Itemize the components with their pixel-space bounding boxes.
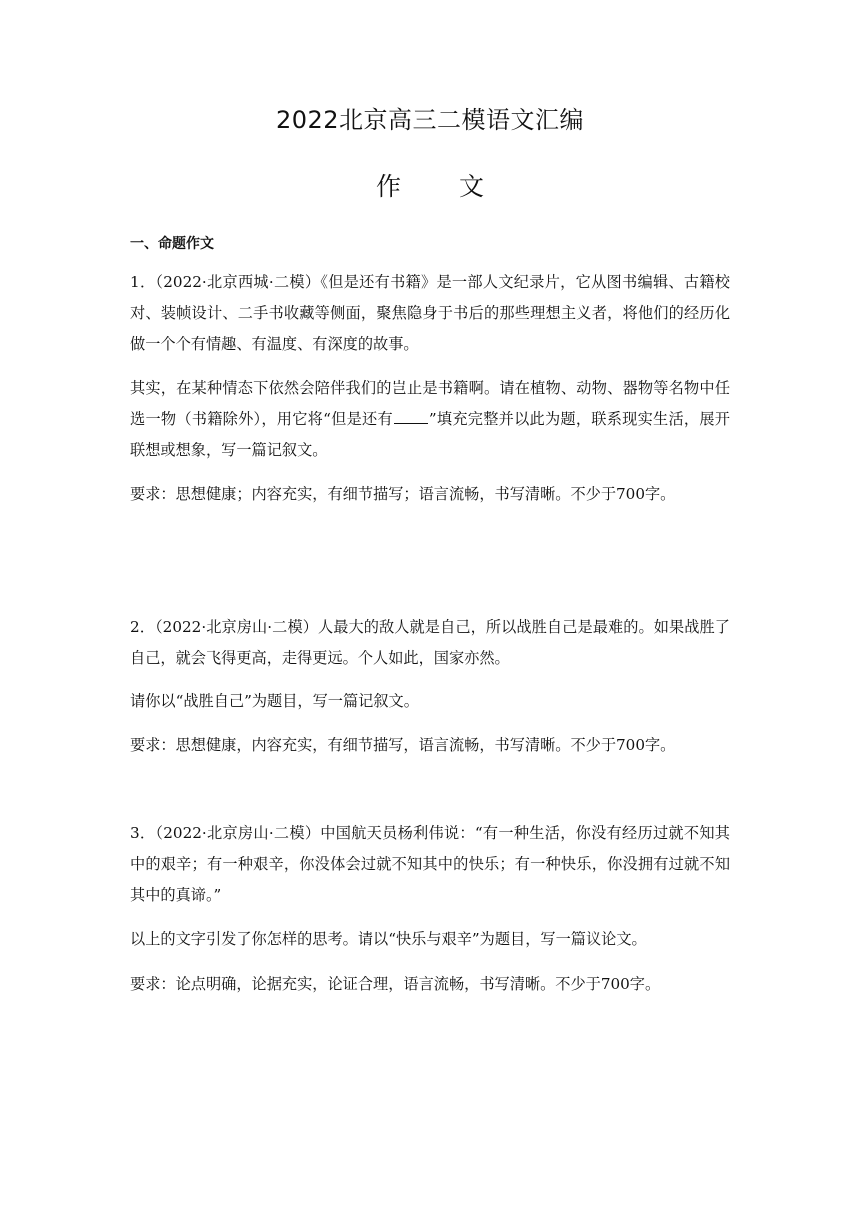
question-2-requirement: 要求：思想健康，内容充实，有细节描写，语言流畅，书写清晰。不少于700字。 <box>130 736 676 754</box>
question-3-requirement: 要求：论点明确，论据充实，论证合理，语言流畅，书写清晰。不少于700字。 <box>130 975 661 993</box>
document-title: 2022北京高三二模语文汇编 <box>275 106 585 134</box>
question-1-prompt-after-blank: ”填充完整并以此为题，联系现实生活，展开联想或想象，写一篇记叙文。 <box>130 410 730 459</box>
question-3-prompt: 以上的文字引发了你怎样的思考。请以“快乐与艰辛”为题目，写一篇议论文。 <box>130 930 647 948</box>
question-1-prompt <box>130 373 730 466</box>
question-1-intro: 1．（2022·北京西城·二模）《但是还有书籍》是一部人文纪录片，它从图书编辑、古籍校对、装帧设计、二手书收藏等侧面，聚焦隐身于书后的那些理想主义者，将他们的经历化做一个个有情趣、有温度、有深度的故事。 <box>130 273 730 353</box>
section-heading: 一、命题作文 <box>130 236 214 252</box>
question-2-prompt: 请你以“战胜自己”为题目，写一篇记叙文。 <box>130 692 419 710</box>
fill-in-blank <box>394 408 428 424</box>
question-2-intro: 2．（2022·北京房山·二模）人最大的敌人就是自己，所以战胜自己是最难的。如果战胜了自己，就会飞得更高，走得更远。个人如此，国家亦然。 <box>130 618 730 667</box>
question-1-prompt-before-blank: 其实，在某种情态下依然会陪伴我们的岂止是书籍啊。请在植物、动物、器物等名物中任选一物（书籍除外），用它将“但是还有 <box>130 379 730 428</box>
document-subtitle: 作文 <box>375 172 542 201</box>
question-1-requirement: 要求：思想健康；内容充实，有细节描写；语言流畅，书写清晰。不少于700字。 <box>130 485 676 503</box>
question-3-intro: 3．（2022·北京房山·二模）中国航天员杨利伟说：“有一种生活，你没有经历过就不知其中的艰辛；有一种艰辛，你没体会过就不知其中的快乐；有一种快乐，你没拥有过就不知其中的真谛。” <box>130 824 730 904</box>
